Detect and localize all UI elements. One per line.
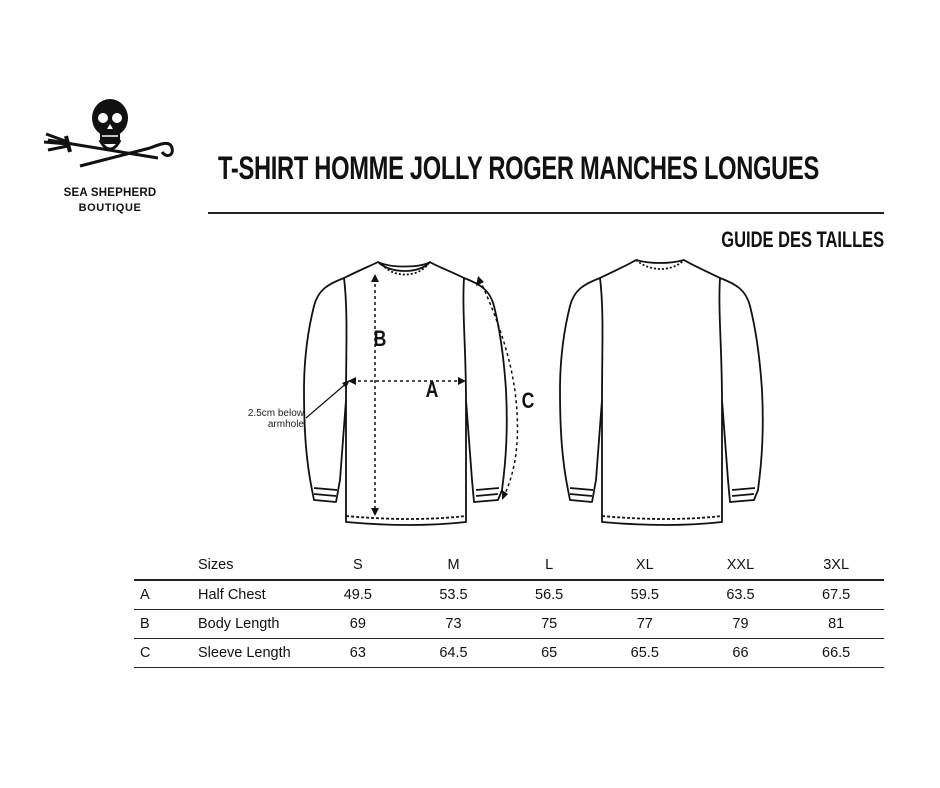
row-value: 69: [349, 616, 366, 632]
measure-c-arrow-top: [476, 276, 484, 286]
measure-b-arrow-bottom: [371, 508, 379, 516]
row-value: 53.5: [439, 587, 468, 603]
title-divider: [208, 212, 884, 214]
measure-note-line1: 2.5cm below: [247, 408, 304, 419]
header-size: M: [447, 557, 460, 573]
measure-b-arrow-top: [371, 274, 379, 282]
row-value: 65: [541, 645, 558, 661]
header-key: [134, 551, 198, 580]
measure-c-line: [480, 280, 518, 496]
row-value: 67.5: [822, 587, 851, 603]
header-size: L: [545, 557, 554, 573]
row-value: 63.5: [726, 587, 755, 603]
page-title: T-SHIRT HOMME JOLLY ROGER MANCHES LONGUES: [218, 150, 819, 186]
row-value: 75: [541, 616, 558, 632]
label-c: C: [521, 388, 535, 413]
row-name: Half Chest: [198, 587, 266, 603]
row-value: 65.5: [630, 645, 659, 661]
table-row: [134, 580, 884, 610]
header-size: XXL: [726, 557, 755, 573]
section-title: GUIDE DES TAILLES: [721, 227, 884, 252]
back-shirt-outline: [560, 260, 763, 525]
row-name: Sleeve Length: [198, 645, 291, 661]
measure-a-arrow-right: [458, 377, 466, 385]
measure-c-arrow-bottom: [502, 490, 508, 500]
row-value: 64.5: [439, 645, 468, 661]
table-row: [134, 610, 884, 639]
note-pointer: [306, 382, 348, 418]
label-b: B: [373, 326, 387, 351]
brand-name: SEA SHEPHERD: [63, 187, 157, 199]
row-value: 59.5: [630, 587, 659, 603]
row-key: A: [140, 587, 150, 603]
row-key: C: [140, 645, 151, 661]
header-size: XL: [635, 557, 654, 573]
skull-trident-crook-icon: [40, 96, 180, 191]
row-key: B: [140, 616, 150, 632]
row-value: 66: [732, 645, 749, 661]
row-value: 77: [636, 616, 653, 632]
header-size: S: [352, 557, 363, 573]
header-size: 3XL: [823, 557, 850, 573]
row-value: 63: [349, 645, 366, 661]
measure-note-line2: armhole: [267, 419, 304, 430]
row-value: 66.5: [822, 645, 851, 661]
size-table: [134, 551, 884, 668]
row-value: 56.5: [535, 587, 564, 603]
garment-diagram: [240, 250, 800, 540]
row-value: 79: [732, 616, 749, 632]
table-row: [134, 639, 884, 668]
measure-note: [246, 408, 304, 430]
row-value: 73: [445, 616, 462, 632]
row-name: Body Length: [198, 616, 280, 632]
brand-subname: BOUTIQUE: [78, 202, 142, 214]
label-a: A: [425, 377, 439, 402]
row-value: 81: [828, 616, 845, 632]
row-value: 49.5: [343, 587, 372, 603]
table-header-row: [134, 551, 884, 580]
header-sizes: Sizes: [198, 557, 234, 573]
